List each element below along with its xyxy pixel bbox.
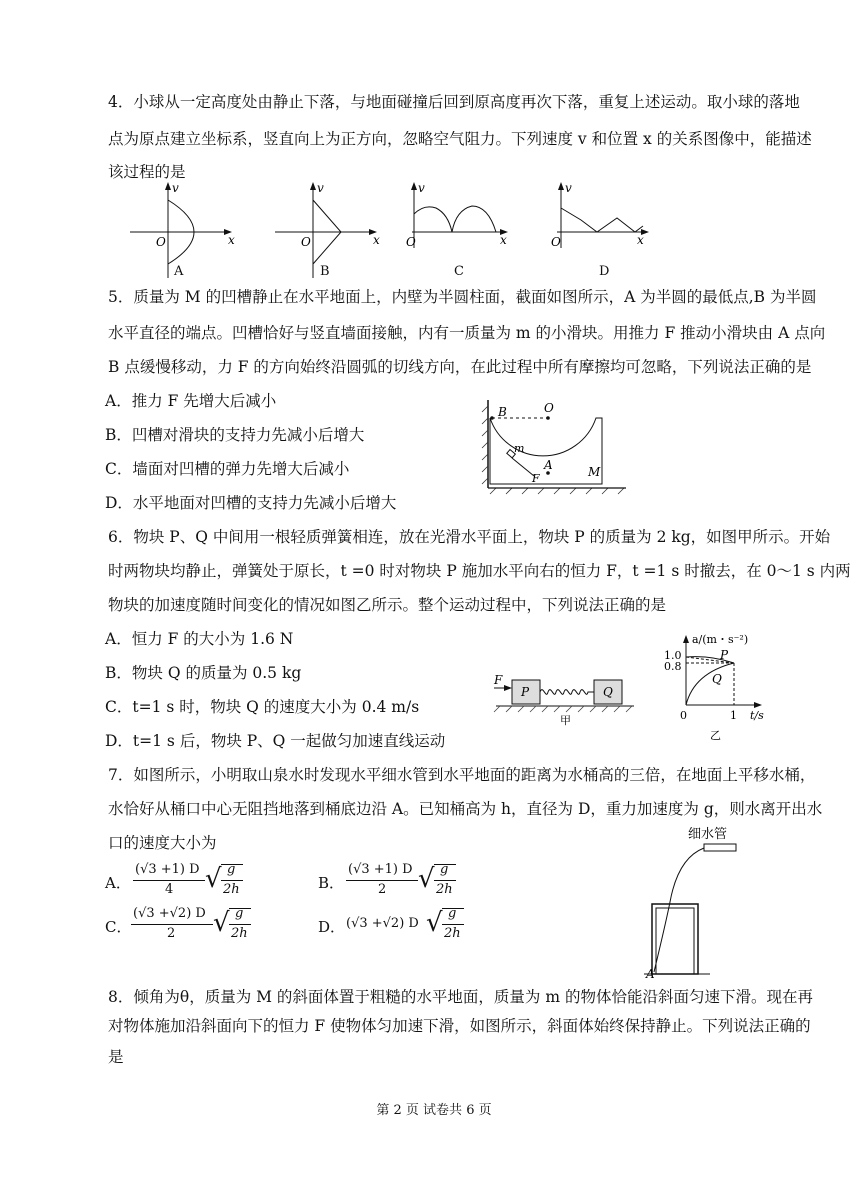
q6-yi-y1: 1.0 bbox=[664, 649, 682, 662]
q6-yi-ylabel: a/(m・s⁻²) bbox=[692, 633, 749, 646]
q7-line-2: 水恰好从桶口中心无阻挡地落到桶底边沿 A。已知桶高为 h，直径为 D，重力加速度为 g，则水离开出水 bbox=[108, 800, 823, 818]
q6-jia-f: F bbox=[494, 673, 503, 687]
q5-fig-m: m bbox=[514, 442, 525, 455]
q5-line-1: 5．质量为 M 的凹槽静止在水平地面上，内壁为半圆柱面，截面如图所示，A 为半圆的最低点,B 为半圆 bbox=[108, 288, 817, 306]
q5-option-d: D．水平地面对凹槽的支持力先减小后增大 bbox=[105, 494, 397, 512]
q6-jia-q: Q bbox=[603, 685, 613, 699]
q7-option-b: B． (√3 +1) D 2 √ g 2h bbox=[318, 862, 518, 902]
q4-label-b: B bbox=[320, 264, 330, 279]
q5-fig-a: A bbox=[544, 458, 553, 472]
q6-yi-xlabel: t/s bbox=[750, 709, 764, 722]
q7-fig-pipe: 细水管 bbox=[688, 827, 728, 842]
q4-label-c: C bbox=[454, 264, 464, 279]
q7-figure bbox=[640, 822, 750, 980]
q4-b-o: O bbox=[301, 235, 311, 249]
q4-b-v: v bbox=[317, 181, 324, 195]
q7-option-c: C． (√3 +√2) D 2 √ g 2h bbox=[105, 906, 305, 946]
q6-line-3: 物块的加速度随时间变化的情况如图乙所示。整个运动过程中，下列说法正确的是 bbox=[108, 596, 667, 614]
q4-d-v: v bbox=[565, 181, 572, 195]
q6-yi-q: Q bbox=[712, 672, 722, 686]
q6-yi-y2: 0.8 bbox=[664, 660, 682, 673]
q6-yi-x0: 0 bbox=[680, 709, 687, 722]
q7-line-3: 口的速度大小为 bbox=[108, 834, 217, 852]
q6-jia-caption: 甲 bbox=[560, 714, 571, 727]
q4-d-o: O bbox=[551, 235, 561, 249]
q6-line-2: 时两物块均静止，弹簧处于原长，t =0 时对物块 P 施加水平向右的恒力 F，t =1 s 时撤去，在 0～1 s 内两 bbox=[108, 562, 851, 580]
q7-option-a: A． (√3 +1) D 4 √ g 2h bbox=[105, 862, 305, 902]
q8-line-1: 8．倾角为θ，质量为 M 的斜面体置于粗糙的水平地面，质量为 m 的物体恰能沿斜面匀速下滑。现在再 bbox=[108, 988, 813, 1006]
q6-yi-caption: 乙 bbox=[710, 729, 721, 742]
q6-jia-p: P bbox=[521, 685, 530, 699]
q4-label-a: A bbox=[174, 264, 184, 279]
q5-option-a: A．推力 F 先增大后减小 bbox=[105, 392, 277, 410]
q6-yi-p: P bbox=[720, 648, 729, 662]
q5-fig-b: B bbox=[498, 405, 507, 419]
q4-a-o: O bbox=[156, 235, 166, 249]
q5-fig-o: O bbox=[544, 401, 554, 415]
q6-option-b: B．物块 Q 的质量为 0.5 kg bbox=[105, 664, 302, 682]
q4-line-2: 点为原点建立坐标系，竖直向上为正方向，忽略空气阻力。下列速度 v 和位置 x 的关系图像中，能描述 bbox=[108, 130, 812, 148]
q4-line-3: 该过程的是 bbox=[108, 163, 186, 181]
q6-option-d: D．t=1 s 后，物块 P、Q 一起做匀加速直线运动 bbox=[105, 732, 446, 750]
q8-line-2: 对物体施加沿斜面向下的恒力 F 使物体匀加速下滑，如图所示，斜面体始终保持静止。下列说法正确的 bbox=[108, 1017, 811, 1035]
q5-fig-f: F bbox=[532, 472, 540, 485]
q6-yi-x1: 1 bbox=[730, 709, 737, 722]
q4-line-1: 4．小球从一定高度处由静止下落，与地面碰撞后回到原高度再次下落，重复上述运动。取小球的落地 bbox=[108, 93, 800, 111]
q4-a-x: x bbox=[228, 233, 235, 247]
q5-option-c: C．墙面对凹槽的弹力先增大后减小 bbox=[105, 460, 350, 478]
q4-c-o: O bbox=[406, 235, 416, 249]
q5-line-2: 水平直径的端点。凹槽恰好与竖直墙面接触，内有一质量为 m 的小滑块。用推力 F 推动小滑块由 A 点向 bbox=[108, 324, 826, 342]
q6-figure-jia bbox=[490, 668, 640, 728]
q5-figure bbox=[478, 396, 628, 496]
q5-fig-bigm: M bbox=[588, 465, 601, 479]
q4-c-v: v bbox=[418, 181, 425, 195]
q4-a-v: v bbox=[172, 181, 179, 195]
q5-option-b: B．凹槽对滑块的支持力先减小后增大 bbox=[105, 426, 365, 444]
q6-option-c: C．t=1 s 时，物块 Q 的速度大小为 0.4 m/s bbox=[105, 698, 420, 716]
q7-line-1: 7．如图所示，小明取山泉水时发现水平细水管到水平地面的距离为水桶高的三倍，在地面上平移水桶， bbox=[108, 766, 816, 784]
q6-figure-yi bbox=[664, 633, 774, 743]
q7-fig-a: A bbox=[646, 967, 655, 981]
q7-option-d: D． (√3 +√2) D √ g 2h bbox=[318, 906, 518, 946]
q4-d-x: x bbox=[637, 233, 644, 247]
q6-line-1: 6．物块 P、Q 中间用一根轻质弹簧相连，放在光滑水平面上，物块 P 的质量为 2 kg，如图甲所示。开始 bbox=[108, 528, 831, 546]
q4-b-x: x bbox=[373, 233, 380, 247]
q8-line-3: 是 bbox=[108, 1048, 124, 1066]
q4-c-x: x bbox=[500, 233, 507, 247]
q6-option-a: A．恒力 F 的大小为 1.6 N bbox=[105, 630, 294, 648]
page-footer: 第 2 页 试卷共 6 页 bbox=[376, 1103, 492, 1118]
q4-label-d: D bbox=[599, 264, 610, 279]
q5-line-3: B 点缓慢移动，力 F 的方向始终沿圆弧的切线方向，在此过程中所有摩擦均可忽略，下列说法正确的是 bbox=[108, 358, 812, 376]
